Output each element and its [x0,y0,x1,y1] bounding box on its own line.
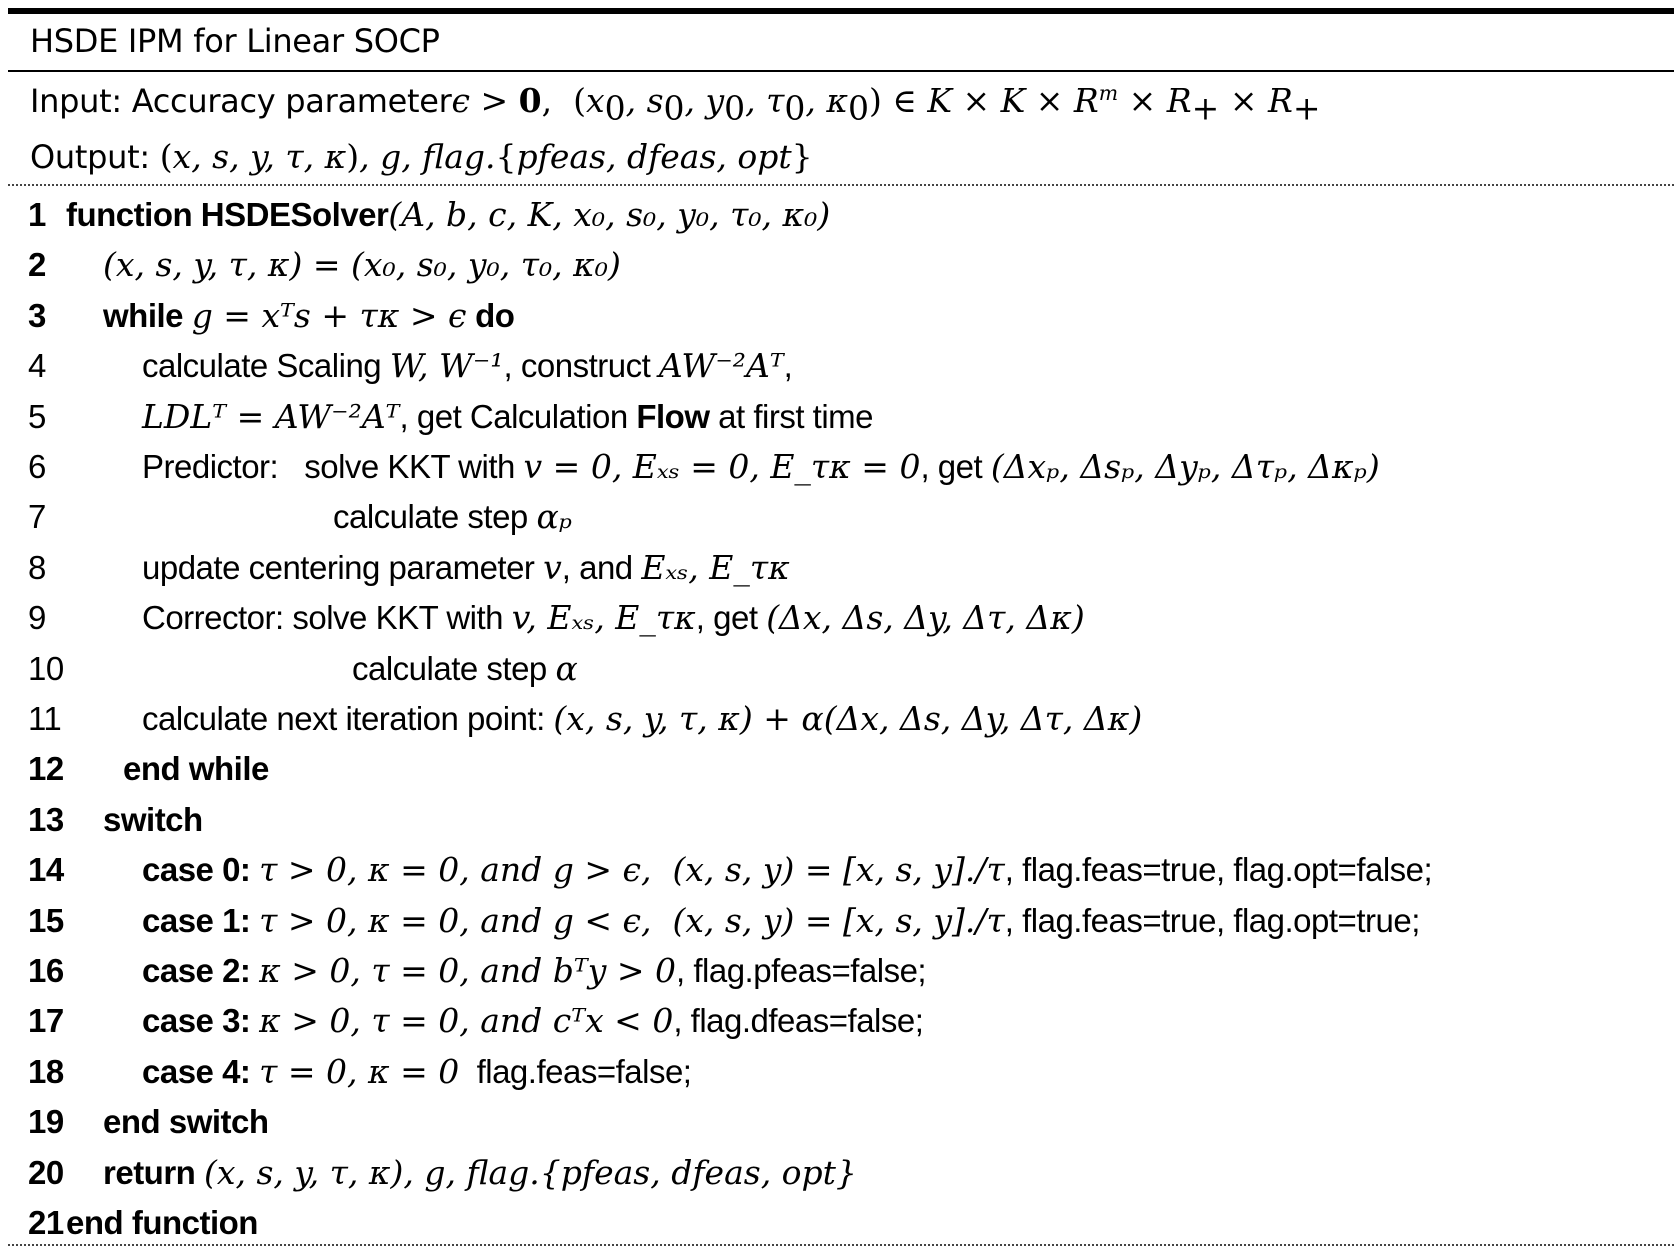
keyword: function HSDESolver [66,196,389,233]
math-expression: τ > 0, κ = 0, and g > ϵ, (x, s, y) = [x, s, y]./τ [259,850,1005,890]
output-label: Output: [30,138,150,176]
line-content [123,744,269,794]
line-text: at first time [709,397,874,435]
keyword: end switch [103,1103,269,1141]
math-expression: τ = 0, κ = 0 [259,1051,460,1091]
keyword: case 0: [142,851,260,889]
line-text: , flag.dfeas=false; [673,1002,924,1040]
bottom-rule [8,1244,1674,1246]
line-text: calculate next iteration point: [142,700,554,737]
line-content [66,1198,258,1248]
line-number: 14 [28,851,64,889]
title-rule [8,70,1674,72]
line-content [142,946,926,996]
line-text: Corrector: solve KKT with [142,599,512,637]
line-text: calculate step [352,649,556,687]
line-number: 1 [28,196,46,233]
line-content [103,1097,269,1147]
input-math: ϵ > 0, ($x_0$, $s_0$, $y_0$, $\tau_0$, $\kappa_0$) ∈ $K \times K \times R^m \times R_+ \times R_+$ [451,81,1321,128]
top-rule [8,8,1674,14]
header-divider [8,184,1674,186]
algorithm-title: HSDE IPM for Linear SOCP [30,22,440,60]
line-number: 21 [28,1204,64,1241]
keyword: end function [66,1204,258,1241]
line-text: , flag.feas=true, flag.opt=false; [1004,851,1433,889]
input-label: Input: [30,82,122,120]
line-text: , get [920,448,991,485]
math-expression: Eₓₛ, E_τκ [641,547,790,587]
line-number: 12 [28,750,64,788]
line-number: 19 [28,1103,64,1141]
line-content [352,644,578,694]
line-content [142,1047,691,1097]
line-number: 18 [28,1052,64,1090]
math-expression: τ > 0, κ = 0, and g < ϵ, (x, s, y) = [x, s, y]./τ [259,900,1005,940]
line-content [103,240,621,290]
line-number: 4 [28,347,46,385]
line-number: 13 [28,800,64,838]
line-text: , construct [503,347,659,385]
line-number: 20 [28,1153,64,1191]
math-expression: W, W⁻¹ [389,346,504,386]
line-content [142,996,923,1046]
math-expression: κ > 0, τ = 0, and cᵀx < 0 [259,1001,674,1041]
math-expression: κ > 0, τ = 0, and bᵀy > 0 [259,951,676,990]
math-expression: (A, b, c, K, x₀, s₀, y₀, τ₀, κ₀) [388,195,831,234]
line-text: flag.feas=false; [459,1052,692,1090]
line-content [142,442,1380,492]
keyword: end while [123,750,269,788]
input-text: Accuracy parameter [121,82,452,120]
line-content [142,845,1432,895]
line-text: , flag.pfeas=false; [676,952,927,989]
math-expression: v, Eₓₛ, E_τκ [511,598,696,638]
math-expression: (Δx, Δs, Δy, Δτ, Δκ) [766,598,1085,638]
line-number: 17 [28,1002,64,1040]
line-content [103,795,203,845]
line-number: 15 [28,901,64,939]
line-number: 2 [28,246,46,284]
line-number: 7 [28,498,46,536]
line-number: 6 [28,448,46,485]
math-expression: α [555,648,578,688]
line-number: 3 [28,296,46,334]
output-math: (x, s, y, τ, κ), g, flag.{pfeas, dfeas, opt} [159,137,813,176]
math-expression: αₚ [536,497,572,537]
math-expression: g = xᵀs + τκ > ϵ [191,295,467,335]
line-number: 5 [28,397,46,435]
math-expression: AW⁻²Aᵀ [658,346,784,386]
keyword: case 2: [142,952,260,989]
line-text: calculate step [333,498,537,536]
line-text: , get Calculation [399,397,637,435]
math-expression: (x, s, y, τ, κ), g, flag.{pfeas, dfeas, opt} [204,1152,857,1192]
math-expression: (x, s, y, τ, κ) = (x₀, s₀, y₀, τ₀, κ₀) [103,245,621,285]
line-content [333,492,572,542]
keyword: do [466,296,515,334]
math-expression: v [543,547,562,587]
line-content [103,291,514,341]
line-content [103,1148,857,1198]
line-text: Predictor: solve KKT with [142,448,524,485]
output-line [30,132,813,182]
line-number: 8 [28,548,46,586]
line-content [66,190,830,240]
math-expression: v = 0, Eₓₛ = 0, E_τκ = 0 [523,447,921,486]
keyword: Flow [636,397,710,435]
line-content [142,392,873,442]
math-expression: (x, s, y, τ, κ) + α(Δx, Δs, Δy, Δτ, Δκ) [553,699,1143,738]
keyword: return [103,1153,205,1191]
keyword: case 1: [142,901,260,939]
line-content [142,694,1142,744]
line-content [142,341,792,391]
line-number: 10 [28,649,64,687]
line-text: , flag.feas=true, flag.opt=true; [1004,901,1420,939]
line-content [142,543,790,593]
keyword: case 4: [142,1052,260,1090]
keyword: while [103,296,192,334]
line-content [142,593,1085,643]
keyword: case 3: [142,1002,260,1040]
line-number: 11 [28,700,62,737]
input-line [30,76,1320,126]
line-text: , [783,347,793,385]
line-text: calculate Scaling [142,347,390,385]
keyword: switch [103,800,203,838]
math-expression: (Δxₚ, Δsₚ, Δyₚ, Δτₚ, Δκₚ) [990,447,1380,486]
line-number: 16 [28,952,64,989]
line-number: 9 [28,599,46,637]
line-text: , get [695,599,767,637]
line-text: , and [561,548,642,586]
math-expression: LDLᵀ = AW⁻²Aᵀ [142,396,400,436]
line-content [142,896,1420,946]
line-text: update centering parameter [142,548,544,586]
